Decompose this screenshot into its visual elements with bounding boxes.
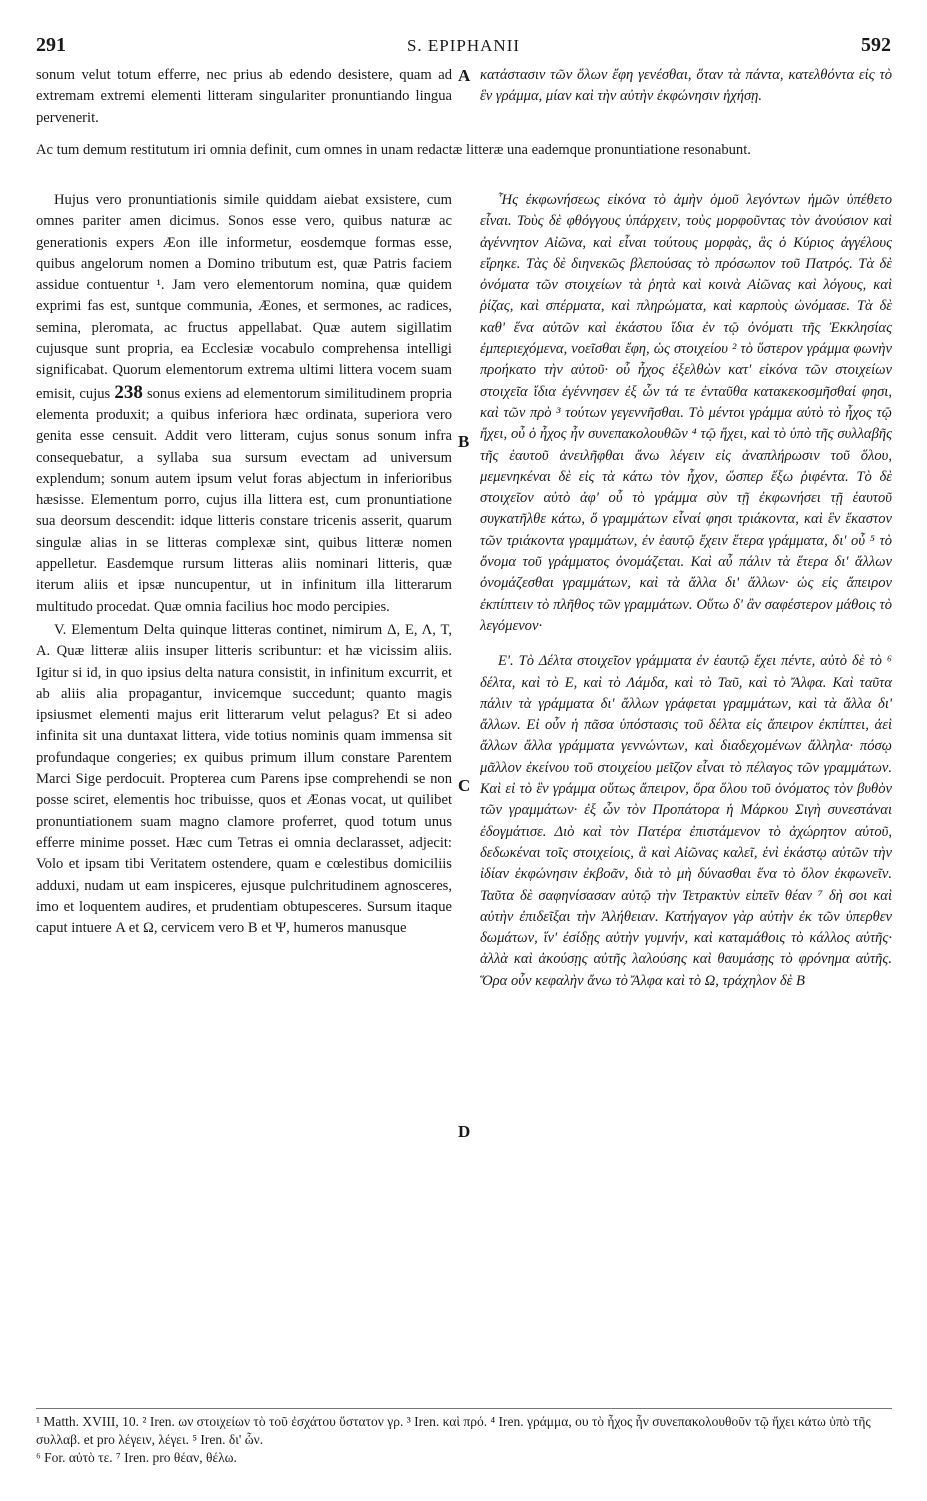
latin-text: Hujus vero pronuntiationis simile quiddam aiebat exsistere, cum omnes pariter amen dicimus. Sonos esse vero, quibus naturæ ac generationis expers Æon ille informetur, eosdemque formas esse, quibus angelorum nomen a Domino tributum est, quæ Patris faciem assidue contuentur ¹. Jam vero elementorum nomina, quæ quidem exprimi fas est, suntque communia, Æones, et sermones, ac radices, semina, pleromata, ac fructus appellabat. Quæ autem sigillatim cujusque sunt propria, ea Ecclesiæ vocabulo comprehensa intelligi significabat. Quorum elementorum extrema ultimi littera vocem suam emisit, cujus [36, 192, 452, 402]
running-title: S. EPIPHANII [406, 36, 521, 55]
footnote-line: ¹ Matth. XVIII, 10. ² Iren. ων στοιχείων τὸ τοῦ ἐσχάτου ὕστατον γρ. ³ Iren. καὶ πρό. ⁴ Iren. γράμμα, ου τὸ ἦχος ἦν συνεπακολουθοῦν τῷ ἤχει κάτω ὑπὸ τῆς συλλαβ. et pro λέγειν, λέγει. ⁵ Iren. δι' ὧν. [36, 1414, 871, 1447]
page-number-right: 592 [861, 34, 891, 56]
margin-marker-b: B [458, 432, 470, 451]
page-header [36, 34, 891, 58]
footnotes [36, 1408, 892, 1467]
latin-text: sonus exiens ad elementorum similitudinem propria elementa produxit; a quibus inferiora hæc ordinata, superiora vero genita esse censuit. Addit vero litteram, cujus sonus sonum infra consequebatur, a syllaba sua sursum evectam ad universum explendum; sonum autem ipsum velut foras abjectum in inferioribus hæsisse. Elementum porro, cujus illa littera est, cum pronuntiatione sua deorsum descendit: idque litteris constare tricenis asserit, quarum singulæ alias in se litteras complexæ sint, quibus litteræ nomen appelletur. Easdemque rursum litteras aliis nominari litteris, quæ iterum aliis et ipsæ nuncupentur, ut in infinitum illa litterarum multitudo procedat. Quæ omnia facilius hoc modo percipies. [36, 385, 452, 615]
latin-paragraph [36, 190, 452, 618]
greek-paragraph: Ε'. Τὸ Δέλτα στοιχεῖον γράμματα ἐν ἑαυτῷ ἔχει πέντε, αὐτὸ δὲ τὸ ⁶ δέλτα, καὶ τὸ Ε, καὶ τὸ Λάμδα, καὶ τὸ Ταῦ, καὶ τὸ Ἄλφα. Καὶ ταῦτα πάλιν τὰ γράμματα δι' ἄλλων γράφεται γραμμάτων, καὶ τὰ ἄλλα δι' ἄλλων. Εἰ οὖν ἡ πᾶσα ὑπόστασις τοῦ δέλτα εἰς ἄπειρον ἐκπίπτει, ἀεὶ ἄλλων ἄλλα γράμματα γεννώντων, καὶ διαδεχομένων ἄλληλα· πόσῳ μᾶλλον ἐκείνου τοῦ στοιχείου μεῖζον εἶναι τὸ πέλαγος τῶν γραμμάτων. Καὶ εἰ τὸ ἓν γράμμα οὕτως ἄπειρον, ὅρα ὅλου τοῦ ὀνόματος τὸν βυθὸν τῶν γραμμάτων· ἐξ ὧν τὸν Προπάτορα ἡ Μάρκου Σιγὴ συνεστάναι ἐδογμάτισε. Διὸ καὶ τὸν Πατέρα ἐπιστάμενον τὸ ἀχώρητον αὐτοῦ, δεδωκέναι τοῖς στοιχείοις, ἃ καὶ Αἰῶνας καλεῖ, ἑνὶ ἑκάστῳ αὐτῶν τὴν ἰδίαν ἐκφώνησιν ἐκβοᾶν, διὰ τὸ μὴ δύνασθαι ἕνα τὸ ὅλον ἐκφωνεῖν. Ταῦτα δὲ σαφηνίσασαν αὐτῷ τὴν Τετρακτὺν εἰπεῖν θέαν ⁷ δὴ σοι καὶ αὐτὴν ἐπιδεῖξαι τὴν Ἀλήθειαν. Κατήγαγον γὰρ αὐτὴν ἐκ τῶν ὑπερθεν δωμάτων, ἵν' ἐσίδῃς αὐτὴν γυμνήν, καὶ καταμάθοις τὸ κάλλος αὐτῆς· ἀλλὰ καὶ ἀκούσῃς αὐτῆς λαλούσης καὶ θαυμάσῃς τὸ φρόνημα αὐτῆς. Ὅρα οὖν κεφαλὴν ἄνω τὸ Ἄλφα καὶ τὸ Ω, τράχηλον δὲ Β [480, 653, 892, 989]
greek-column [480, 190, 892, 992]
greek-paragraph: κατάστασιν τῶν ὅλων ἔφη γενέσθαι, ὅταν τὰ πάντα, κατελθόντα εἰς τὸ ἓν γράμμα, μίαν καὶ τὴν αὐτὴν ἐκφώνησιν ἠχήσῃ. [480, 67, 892, 105]
latin-column-top [36, 65, 452, 129]
footnote-line: ⁶ For. αὐτὸ τε. ⁷ Iren. pro θέαν, θέλω. [36, 1450, 237, 1465]
greek-column-top [480, 65, 892, 108]
page-number-left: 291 [36, 34, 66, 56]
latin-paragraph: sonum velut totum efferre, nec prius ab edendo desistere, quam ad extremam extremi elementi litteram singulariter pronuntiando lingua pervenerit. [36, 67, 452, 126]
margin-marker-a: A [458, 66, 471, 85]
greek-paragraph: Ἧς ἐκφωνήσεως εἰκόνα τὸ ἀμὴν ὁμοῦ λεγόντων ἡμῶν ὑπέθετο εἶναι. Τοὺς δὲ φθόγγους ὑπάρχειν, τοὺς μορφοῦντας τὸν ἀνούσιον καὶ ἀγέννητον Αἰῶνα, καὶ εἶναι τούτους μορφὰς, ἃς ὁ Κύριος ἀγγέλους εἴρηκε. Τὰς δὲ διηνεκῶς βλεπούσας τὸ πρόσωπον τοῦ Πατρός. Τὰ δὲ ὀνόματα τῶν στοιχείων τὰ ῥητὰ καὶ κοινὰ Αἰῶνας καὶ λόγους, καὶ ῥίζας, καὶ σπέρματα, καὶ πληρώματα, καὶ καρποὺς ὠνόμασε. Τὰ δὲ καθ' ἕνα αὐτῶν καὶ ἑκάστου ἴδια ἐν τῷ ὀνόματι τῆς Ἐκκλησίας ἐμπεριεχόμενα, νοεῖσθαι ἔφη, ὡς στοιχείου ² τὸ ὕστερον γράμμα φωνὴν προήκατο τὴν αὐτοῦ· οὗ ἦχος ἐξελθὼν κατ' εἰκόνα τῶν στοιχείων στοιχεῖα ἴδια ἐγέννησεν ἐξ ὧν τά τε ἐνταῦθα κατακεκοσμῆσθαί φησι, καὶ τῶν πρὸ ³ τούτων γεγεννῆσθαι. Τὸ μέντοι γράμμα αὐτὸ τὸ ἦχος τῷ ἤχει, οὗ ὁ ἦχος ἦν συνεπακολουθῶν ⁴ τῷ ἤχει, καὶ τὸ ὑπὸ τῆς συλλαβῆς τῆς ἑαυτοῦ ἀνειλῆφθαι ἄνω λέγειν εἰς ἀναπλήρωσιν τοῦ ὅλου, μεμενηκέναι δὲ εἰς τὰ κάτω τὸν ἦχον, ὥσπερ ἔξω ῥιφέντα. Τὸ δὲ στοιχεῖον αὐτὸ ἀφ' οὗ τὸ γράμμα σὺν τῇ ἐκφωνήσει τῇ ἑαυτοῦ συγκατῆλθε κάτω, ὅ γραμμάτων εἶναί φησι τριάκοντα, καὶ ἓν ἕκαστον τῶν τριάκοντα γραμμάτων, ἐν ἑαυτῷ ἔχειν ἕτερα γράμματα, δι' οὗ ⁵ τὸ ὄνομα τοῦ γράμματος ὀνομάζεται. Καὶ αὖ πάλιν τὰ ἕτερα δι' ἄλλων ὀνομάζεσθαι γραμμάτων, καὶ τὰ ἄλλα δι' ἄλλων· ὡς εἰς ἄπειρον ἐκπίπτειν τὸ πλῆθος τῶν γραμμάτων. Οὕτω δ' ἂν σαφέστερον μάθοις τὸ λεγόμενον· [480, 192, 892, 634]
full-width-line [36, 140, 892, 161]
margin-marker-c: C [458, 776, 471, 795]
migne-page-number: 238 [114, 381, 143, 403]
margin-marker-d: D [458, 1122, 471, 1141]
latin-paragraph: V. Elementum Delta quinque litteras continet, nimirum Δ, Ε, Λ, Τ, Α. Quæ litteræ aliis insuper litteris scribuntur: et hæ vicissim aliis. Igitur si id, in quo ipsius delta natura consistit, in infinitum excurrit, et ab aliis alia propagantur, invicemque succedunt; quanto magis ipsiusmet elementi majus erit litterarum velut pelagus? Et si adeo infinita sit una duntaxat littera, vide totius nominis quam immensa sit profundaque congeries; ex quibus primum illum constare Parentem Marci Sige perdocuit. Propterea cum Parens ipse comprehendi se non posse sciret, elementis hoc tribuisse, quos et Æonas vocat, ut quilibet pronuntiationem suam magno clamore proferret, quod totum unus efferre minime posset. Hæc cum Tetras ei omnia declarasset, adjecit: Volo et ipsam tibi Veritatem ostendere, quam e cœlestibus domiciliis adduxi, nudam ut eam inspiceres, ejusque pulchritudinem agnosceres, imo et loquentem audires, et prudentiam obtupesceres. Sursum itaque caput intuere Α et Ω, cervicem vero Β et Ψ, humeros manusque [36, 621, 452, 937]
latin-column [36, 190, 452, 939]
latin-paragraph: Ac tum demum restitutum iri omnia definit, cum omnes in unam redactæ litteræ una eademque pronuntiatione resonabunt. [36, 142, 751, 158]
